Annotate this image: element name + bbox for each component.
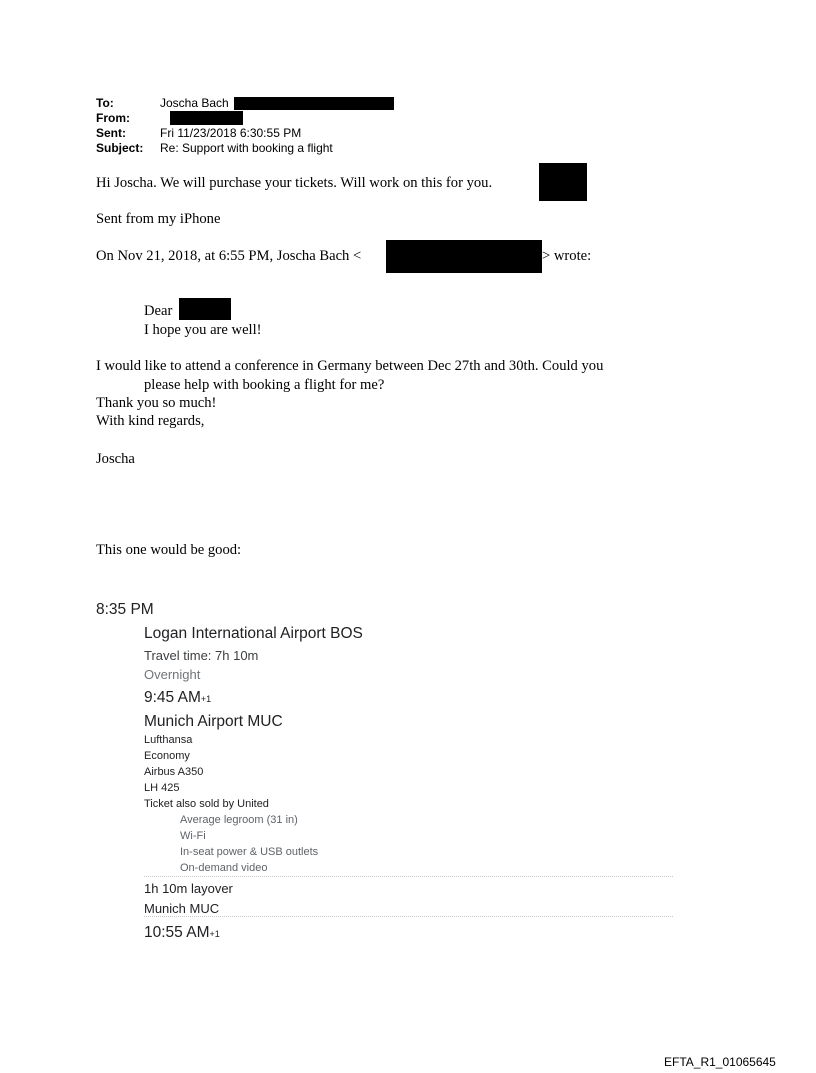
arrive-time: 9:45 AM — [144, 689, 201, 706]
divider-2 — [144, 916, 673, 917]
amenity-video: On-demand video — [180, 862, 268, 874]
request-line-1: I would like to attend a conference in Germany between Dec 27th and 30th. Could you — [96, 358, 604, 374]
subject-value: Re: Support with booking a flight — [160, 141, 333, 155]
redaction-email-address — [386, 240, 542, 273]
layover-duration: 1h 10m layover — [144, 881, 233, 896]
divider-1 — [144, 876, 673, 877]
redaction-to-email — [234, 97, 394, 110]
aircraft: Airbus A350 — [144, 766, 204, 778]
request-line-2: please help with booking a flight for me? — [144, 377, 385, 393]
sender-name: Joscha — [96, 451, 135, 467]
amenity-power: In-seat power & USB outlets — [180, 846, 319, 858]
suggestion-line: This one would be good: — [96, 542, 242, 558]
flight-number: LH 425 — [144, 782, 180, 794]
airline: Lufthansa — [144, 734, 193, 746]
thanks-line: Thank you so much! — [96, 395, 217, 411]
redaction-dear-name — [179, 298, 231, 320]
overnight-label: Overnight — [144, 667, 201, 682]
sent-value: Fri 11/23/2018 6:30:55 PM — [160, 126, 302, 140]
quote-intro-start: On Nov 21, 2018, at 6:55 PM, Joscha Bach < — [96, 248, 362, 264]
sent-label: Sent: — [96, 126, 126, 140]
subject-label: Subject: — [96, 141, 144, 155]
regards-line: With kind regards, — [96, 413, 205, 429]
redaction-reply — [539, 163, 587, 201]
amenity-wifi: Wi-Fi — [180, 830, 206, 842]
next-time-row — [144, 924, 220, 942]
next-time: 10:55 AM — [144, 924, 210, 941]
amenity-legroom: Average legroom (31 in) — [180, 814, 298, 826]
cabin-class: Economy — [144, 750, 190, 762]
also-sold-by: Ticket also sold by United — [144, 798, 269, 810]
arrive-time-row — [144, 689, 211, 707]
dear-line: Dear — [144, 303, 173, 319]
quote-intro-end: > wrote: — [542, 248, 592, 264]
depart-time: 8:35 PM — [96, 601, 154, 618]
layover-airport: Munich MUC — [144, 901, 220, 916]
reply-line: Hi Joscha. We will purchase your tickets. Will work on this for you. — [96, 175, 493, 191]
document-id: EFTA_R1_01065645 — [664, 1055, 776, 1069]
to-label: To: — [96, 96, 114, 110]
travel-time: Travel time: 7h 10m — [144, 648, 259, 663]
depart-airport: Logan International Airport BOS — [144, 625, 363, 642]
signature-line: Sent from my iPhone — [96, 211, 221, 227]
next-day-offset: +1 — [209, 929, 220, 939]
arrive-day-offset: +1 — [200, 694, 212, 704]
to-value: Joscha Bach — [160, 96, 229, 110]
from-label: From: — [96, 111, 130, 125]
arrive-airport: Munich Airport MUC — [144, 713, 283, 730]
hope-line: I hope you are well! — [144, 322, 262, 338]
redaction-from — [170, 111, 243, 125]
